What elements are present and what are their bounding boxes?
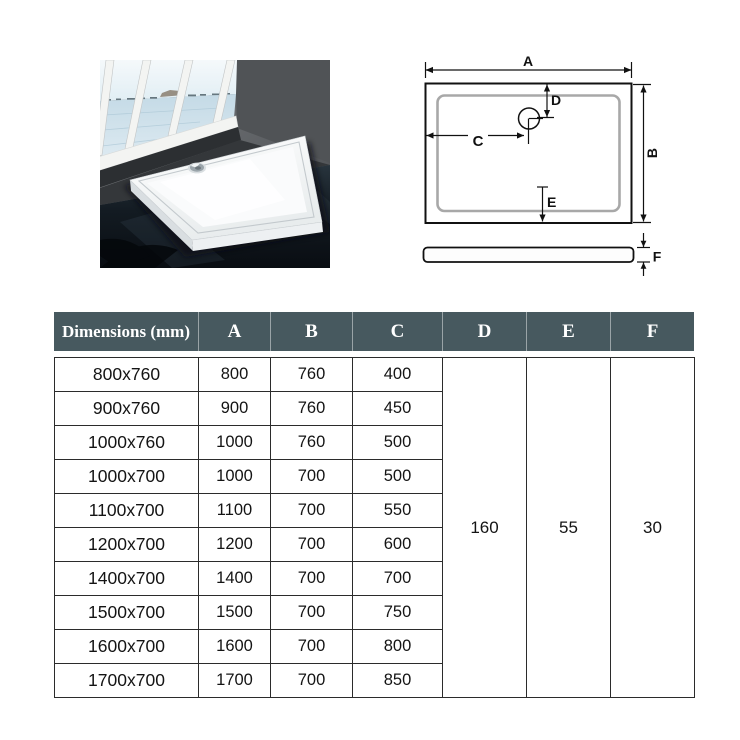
cell-c: 550 (353, 494, 443, 528)
cell-d-merged: 160 (443, 358, 527, 698)
header-dimensions: Dimensions (mm) (62, 321, 190, 341)
cell-b: 700 (271, 460, 353, 494)
cell-size: 1100x700 (55, 494, 199, 528)
cell-a: 800 (199, 358, 271, 392)
table-body (54, 357, 695, 698)
cell-size: 1500x700 (55, 596, 199, 630)
cell-a: 1200 (199, 528, 271, 562)
cell-a: 1000 (199, 426, 271, 460)
cell-b: 760 (271, 358, 353, 392)
cell-b: 700 (271, 596, 353, 630)
diagram-label-e: E (547, 194, 557, 210)
cell-size: 1000x760 (55, 426, 199, 460)
cell-size: 800x760 (55, 358, 199, 392)
cell-b: 700 (271, 630, 353, 664)
header-a: A (198, 312, 270, 351)
dim-F (637, 233, 650, 276)
cell-a: 1000 (199, 460, 271, 494)
table-header-row (54, 312, 694, 351)
cell-b: 700 (271, 562, 353, 596)
cell-a: 1500 (199, 596, 271, 630)
cell-a: 1700 (199, 664, 271, 698)
cell-b: 700 (271, 528, 353, 562)
header-c: C (352, 312, 442, 351)
cell-c: 850 (353, 664, 443, 698)
tray-side-profile (424, 248, 634, 263)
cell-c: 400 (353, 358, 443, 392)
cell-b: 700 (271, 664, 353, 698)
cell-c: 700 (353, 562, 443, 596)
cell-f-merged: 30 (611, 358, 695, 698)
cell-size: 1700x700 (55, 664, 199, 698)
table-row (55, 358, 695, 392)
cell-b: 700 (271, 494, 353, 528)
cell-size: 900x760 (55, 392, 199, 426)
cell-a: 1400 (199, 562, 271, 596)
tray-outline-outer (426, 84, 632, 224)
cell-c: 600 (353, 528, 443, 562)
dimension-diagram (405, 50, 680, 285)
diagram-label-c: C (472, 133, 484, 150)
header-e: E (526, 312, 610, 351)
product-photo (100, 60, 330, 268)
cell-c: 800 (353, 630, 443, 664)
cell-size: 1600x700 (55, 630, 199, 664)
cell-b: 760 (271, 392, 353, 426)
diagram-label-b: B (644, 147, 660, 159)
cell-c: 750 (353, 596, 443, 630)
dimensions-table (54, 312, 694, 698)
cell-size: 1200x700 (55, 528, 199, 562)
diagram-label-a: A (522, 53, 534, 69)
cell-a: 1600 (199, 630, 271, 664)
cell-e-merged: 55 (527, 358, 611, 698)
diagram-label-f: F (652, 248, 662, 265)
header-f: F (610, 312, 694, 351)
header-b: B (270, 312, 352, 351)
diagram-label-d: D (551, 92, 562, 108)
cell-size: 1400x700 (55, 562, 199, 596)
cell-a: 1100 (199, 494, 271, 528)
cell-size: 1000x700 (55, 460, 199, 494)
cell-b: 760 (271, 426, 353, 460)
cell-c: 500 (353, 426, 443, 460)
cell-a: 900 (199, 392, 271, 426)
header-d: D (442, 312, 526, 351)
cell-c: 450 (353, 392, 443, 426)
drain-cap (188, 163, 206, 174)
cell-c: 500 (353, 460, 443, 494)
